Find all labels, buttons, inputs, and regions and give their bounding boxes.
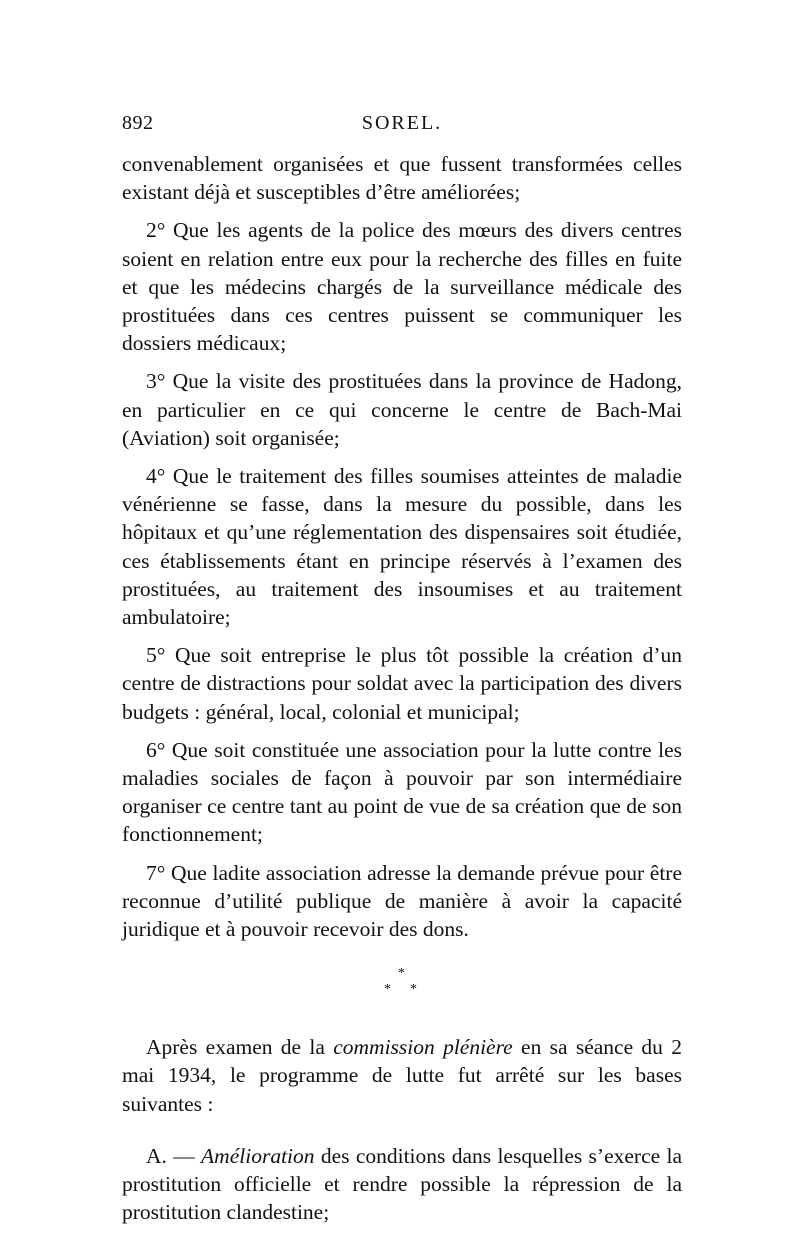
paragraph-programme-intro: [122, 1033, 682, 1118]
asterism-separator: [122, 967, 682, 1007]
commission-pleniere-italic: commission plénière: [333, 1035, 513, 1060]
asterism-star: *: [384, 982, 391, 998]
page-number: 892: [122, 112, 154, 134]
running-title: SOREL.: [361, 112, 443, 134]
item-a-text: des conditions dans lesquelles s’exerce la prostitution officielle et rendre possible la répression de la prostitution clandestine;: [122, 1143, 682, 1225]
asterism-star: *: [398, 966, 405, 982]
amelioration-italic: Amélioration: [201, 1143, 315, 1168]
paragraph-item-6: 6° Que soit constituée une association pour la lutte contre les maladies sociales de façon à pouvoir par son intermédiaire organiser ce centre tant au point de vue de sa création que de son fonctionnement;: [122, 737, 682, 847]
paragraph-item-4: 4° Que le traitement des filles soumises atteintes de maladie vénérienne se fasse, dans la mesure du possible, dans les hôpitaux et qu’une réglementation des dispensaires soit étudiée, ces établissements étant en principe réservés à l’examen des prostituées, au traitement des insoumises et au traitement ambulatoire;: [122, 464, 682, 630]
intro-text-continued: en sa séance du 2 mai 1934, le programme de lutte fut arrêté sur les bases suivantes :: [122, 1035, 682, 1116]
running-head: [122, 112, 682, 142]
paragraph-item-7: 7° Que ladite association adresse la demande prévue pour être reconnue d’utilité publique de manière à avoir la capacité juridique et à pouvoir recevoir des dons.: [122, 860, 682, 942]
item-a-label: A. —: [146, 1143, 202, 1168]
paragraph-item-5: 5° Que soit entreprise le plus tôt possible la création d’un centre de distractions pour soldat avec la participation des divers budgets : général, local, colonial et municipal;: [122, 643, 682, 724]
asterism-star: *: [410, 982, 417, 998]
paragraph-item-3: 3° Que la visite des prostituées dans la province de Hadong, en particulier en ce qui concerne le centre de Bach-Mai (Aviation) soit organisée;: [122, 369, 682, 450]
paragraph-item-2: 2° Que les agents de la police des mœurs des divers centres soient en relation entre eux pour la recherche des filles en fuite et que les médecins chargés de la surveillance médicale des prostituées dans ces centres puissent se communiquer les dossiers médicaux;: [122, 218, 682, 356]
intro-text: Après examen de la: [146, 1035, 334, 1060]
paragraph-continuation: convenablement organisées et que fussent transformées celles existant déjà et susceptibles d’être améliorées;: [122, 152, 682, 205]
body-text: [122, 150, 682, 1227]
paragraph-item-a: [122, 1142, 682, 1227]
